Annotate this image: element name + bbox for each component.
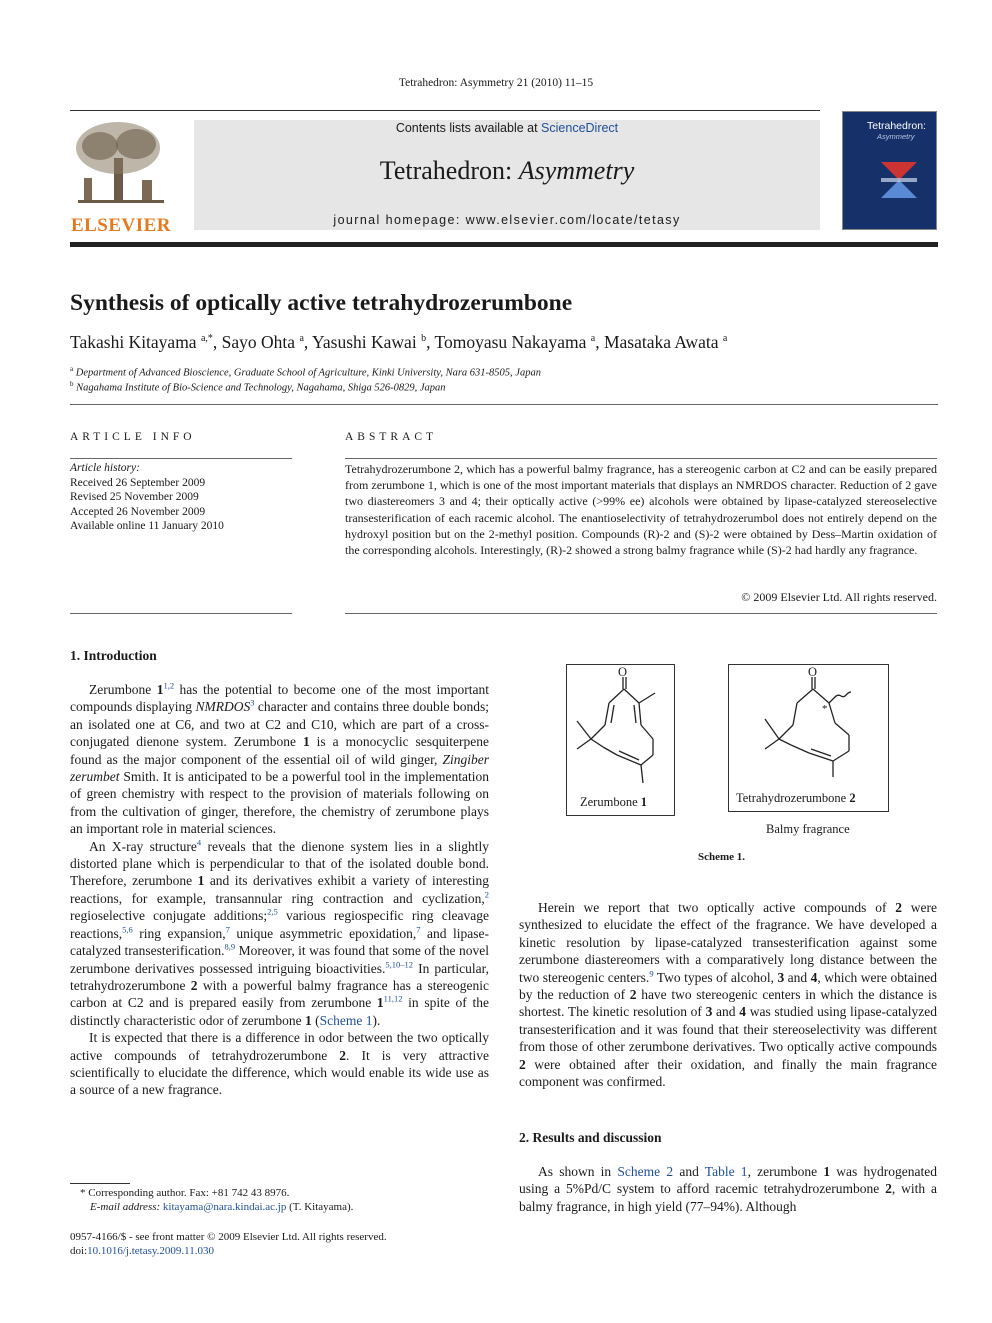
contents-line — [194, 121, 820, 135]
doi-line — [70, 1244, 214, 1259]
article-info-rule — [70, 458, 292, 459]
zerumbone-structure-icon — [567, 665, 674, 815]
balmy-fragrance-label: Balmy fragrance — [766, 822, 850, 836]
zerumbone-oxygen: O — [618, 665, 628, 679]
affiliation-rule — [70, 404, 938, 405]
revised-date: Revised 25 November 2009 — [70, 491, 199, 504]
footnote-rule — [70, 1183, 130, 1184]
intro-paragraph-2: An X-ray structure$^4$ reveals that the dienone system lies in a slightly distorted plane which is perpendicular to that of the isolated double bond. Therefore, zerumbone 1 and its derivatives exhibit a variety of interesting reactions, for example, transannular ring contraction and cyclization,$^2$ regioselective conjugate additions;$^{2,5}$ various regiospecific ring cleavage reactions,$^{5,6}$ ring expansion,$^7$ unique asymmetric epoxidation,$^7$ and lipase-catalyzed transesterification.$^{8,9}$ Moreover, it was found that some of the novel zerumbone derivatives possessed intriguing bioactivities.$^{5,10-12}$ In particular, tetrahydrozerumbone 2 with a powerful balmy fragrance has a stereogenic carbon at C2 and is prepared easily from zerumbone 1$^{11,12}$ in spite of the distinctly characteristic odor of zerumbone 1 (Scheme 1). — [70, 837, 489, 1028]
intro-heading: 1. Introduction — [70, 648, 157, 663]
cover-subtitle: Asymmetry — [877, 132, 915, 141]
results-body — [519, 1163, 937, 1215]
doi-link[interactable]: 10.1016/j.tetasy.2009.11.030 — [87, 1245, 215, 1257]
affiliation-a — [70, 365, 541, 379]
author-list: Takashi Kitayama $^{a,*}$, Sayo Ohta $^a$, Yasushi Kawai $^b$, Tomoyasu Nakayama $^a$, Masataka Awata $^a$ — [70, 332, 728, 352]
accepted-date: Accepted 26 November 2009 — [70, 505, 206, 518]
email-label: E-mail address: — [90, 1201, 163, 1213]
scheme-caption: Scheme 1. — [698, 851, 746, 863]
email-link[interactable]: kitayama@nara.kindai.ac.jp — [162, 1201, 287, 1213]
right-paragraph-1: Herein we report that two optically active compounds of 2 were synthesized to elucidate the effect of the fragrance. We have developed a kinetic resolution by lipase-catalyzed transesterification against some zerumbone diastereomers with a comparatively long distance between the two stereogenic centers.$^9$ Two types of alcohol, 3 and 4, which were obtained by the reduction of 2 have two stereogenic centers in which the distance is shortest. The kinetic resolution of 3 and 4 was studied using lipase-catalyzed transesterification and it was found that their stereoselectivity was different from those of other zerumbone derivatives. Two optically active compounds 2 were obtained after their oxidation, and finally the main fragrance component was confirmed. — [519, 900, 937, 1090]
article-history — [70, 461, 292, 534]
cover-title: Tetrahedron: — [867, 120, 926, 132]
abstract-bottom-rule — [345, 613, 937, 614]
journal-citation: Tetrahedron: Asymmetry 21 (2010) 11–15 — [398, 77, 594, 89]
tetrahydrozerumbone-oxygen: O — [808, 665, 818, 679]
received-date: Received 26 September 2009 — [70, 476, 206, 489]
journal-title[interactable]: Tetrahedron: Asymmetry — [379, 156, 635, 185]
footnote-corresponding: * Corresponding author. Fax: +81 742 43 8976. — [80, 1187, 290, 1199]
zerumbone-label: Zerumbone 1 — [580, 795, 647, 809]
results-heading: 2. Results and discussion — [519, 1130, 662, 1145]
affiliation-b — [70, 380, 446, 394]
doi-label: doi: — [70, 1245, 88, 1257]
tetrahydrozerumbone-label: Tetrahydrozerumbone 2 — [736, 791, 856, 805]
elsevier-wordmark: ELSEVIER — [70, 215, 172, 236]
contents-prefix: Contents lists available at — [395, 121, 542, 135]
sciencedirect-link[interactable]: ScienceDirect — [541, 121, 619, 135]
article-title: Synthesis of optically active tetrahydrozerumbone — [70, 290, 573, 316]
elsevier-tree-icon — [70, 118, 170, 208]
header-rule — [70, 110, 820, 111]
journal-banner — [194, 120, 820, 230]
footnote-email-line — [70, 1200, 353, 1215]
intro-paragraph-1: Zerumbone 1$^{1,2}$ has the potential to become one of the most important compounds displaying NMRDOS$^3$ character and contains three double bonds; an isolated one at C6, and two at C2 and C10, which are part of a cross-conjugated dienone system. Zerumbone 1 is a monocyclic sesquiterpene found as the major component of the essential oil of wild ginger, Zingiber zerumbet Smith. It is anticipated to be a powerful tool in the implementation of green chemistry with respect to the provision of materials following on from the cultivation of ginger, therefore, the chemistry of zerumbone plays an important role in material sciences. — [70, 680, 489, 837]
history-label: Article history: — [70, 462, 140, 474]
aff-a-mark: a — [70, 365, 74, 373]
issn-line: 0957-4166/$ - see front matter © 2009 Elsevier Ltd. All rights reserved. — [70, 1231, 387, 1243]
article-info-bottom-rule — [70, 613, 292, 614]
intro-paragraph-3: It is expected that there is a difference in odor between the two optically active compounds of tetrahydrozerumbone 2. It is very attractive scientifically to elucidate the difference, which would enable its wide use as a source of a new fragrance. — [70, 1030, 489, 1098]
article-info-heading: ARTICLE INFO — [70, 431, 196, 443]
online-date: Available online 11 January 2010 — [70, 520, 224, 533]
header-thick-rule — [70, 242, 938, 247]
abstract-heading: ABSTRACT — [345, 431, 438, 443]
intro-body — [70, 681, 489, 1099]
aff-a-text: Department of Advanced Bioscience, Graduate School of Agriculture, Kinki University, Nara 631-8505, Japan — [75, 367, 541, 379]
scheme-box-zerumbone — [566, 664, 675, 816]
elsevier-logo[interactable] — [70, 118, 172, 236]
journal-cover-image[interactable] — [842, 111, 937, 230]
abstract-text: Tetrahydrozerumbone 2, which has a powerful balmy fragrance, has a stereogenic carbon at C2 and can be easily prepared from zerumbone 1, which is one of the most important materials that displays an NMRDOS character. Reduction of 2 gave two diastereomers 3 and 4; their optically active (>99% ee) alcohols were obtained by lipase-catalyzed stereoselective transesterification of each racemic alcohol. The enantioselectivity of tetrahydrozerumbol does not entirely depend on the hydroxyl position but on the 2-methyl position. Compounds (R)-2 and (S)-2 were obtained by Dess–Martin oxidation of the corresponding alcohols. Interestingly, (R)-2 showed a strong balmy fragrance while (S)-2 had hardly any fragrance. — [345, 462, 937, 558]
abstract-copyright: © 2009 Elsevier Ltd. All rights reserved. — [741, 590, 937, 604]
journal-homepage[interactable]: journal homepage: www.elsevier.com/locate/tetasy — [333, 213, 681, 227]
aff-b-mark: b — [70, 380, 74, 388]
tetrahydrozerumbone-structure-icon — [729, 665, 888, 811]
cover-graphic-icon — [881, 162, 917, 198]
aff-b-text: Nagahama Institute of Bio-Science and Technology, Nagahama, Shiga 526-0829, Japan — [76, 382, 446, 394]
results-paragraph-1: As shown in Scheme 2 and Table 1, zerumbone 1 was hydrogenated using a 5%Pd/C system to afford racemic tetrahydrozerumbone 2, with a balmy fragrance, in high yield (77–94%). Although — [519, 1164, 938, 1214]
stereocenter-star: * — [822, 703, 828, 715]
right-column-body — [519, 899, 937, 1090]
scheme-box-tetrahydrozerumbone — [728, 664, 889, 812]
email-suffix: (T. Kitayama). — [286, 1201, 354, 1213]
abstract-rule — [345, 458, 937, 459]
